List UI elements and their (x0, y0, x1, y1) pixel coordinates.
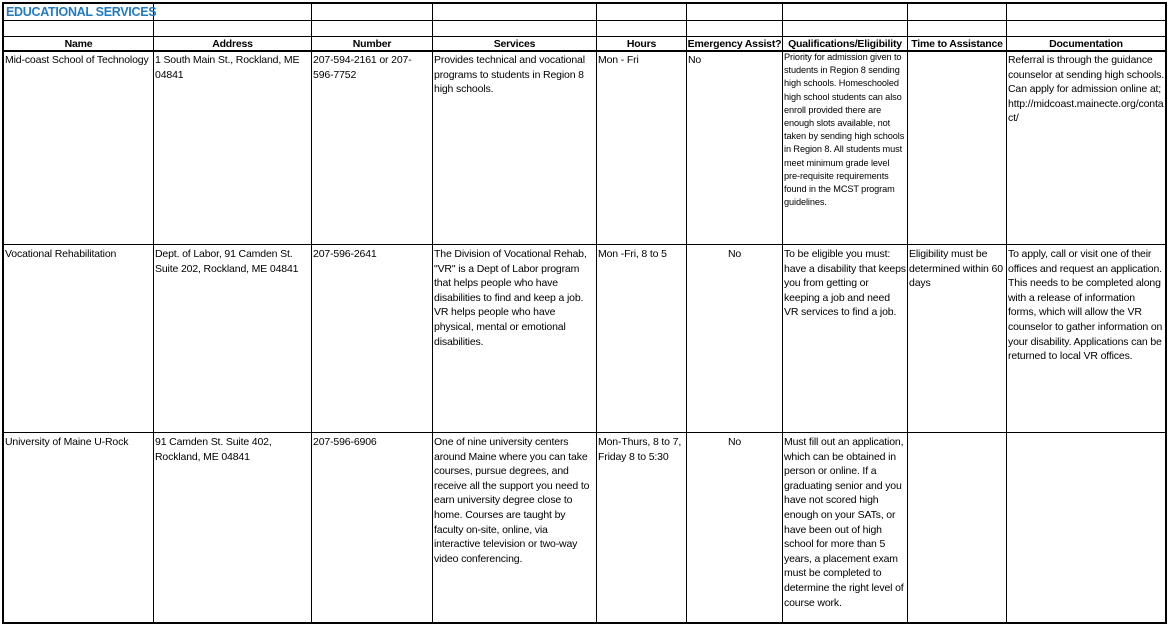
table-cell-address: 1 South Main St., Rockland, ME 04841 (155, 54, 300, 81)
table-cell-qualifications: Priority for admission given to students in Region 8 sending high schools. Homeschooled high school students can also enroll provided there are enough slots available, not taken by sending high schools in Region 8. All students must meet minimum grade level pre-requisite requirements found in the MCST program guidelines. (784, 52, 905, 208)
table-cell-name: Mid-coast School of Technology (5, 54, 149, 66)
grid-line (1006, 4, 1007, 622)
table-cell-number: 207-596-2641 (313, 248, 377, 260)
grid-line (153, 4, 154, 622)
table-cell-hours: Mon-Thurs, 8 to 7, Friday 8 to 5:30 (598, 436, 682, 463)
grid-line (686, 4, 687, 622)
table-cell-number: 207-594-2161 or 207-596-7752 (313, 54, 412, 81)
header-number: Number (352, 38, 392, 50)
spreadsheet (2, 2, 1167, 624)
header-services: Services (493, 38, 536, 50)
grid-line (4, 20, 1165, 21)
table-cell-name: Vocational Rehabilitation (5, 248, 117, 260)
header-address: Address (212, 38, 253, 50)
grid-line (596, 4, 597, 622)
table-cell-services: Provides technical and vocational programs to students in Region 8 high schools. (434, 54, 585, 96)
grid-line (4, 244, 1165, 245)
grid-line (4, 432, 1165, 433)
table-cell-emergency: No (727, 248, 742, 260)
grid-line (907, 4, 908, 622)
grid-line (782, 4, 783, 622)
table-cell-qualifications: To be eligible you must: have a disability that keeps you from getting or keeping a job and need VR services to find a job. (784, 248, 906, 319)
header-name: Name (64, 38, 93, 50)
table-cell-emergency: No (727, 436, 742, 448)
header-qualifications: Qualifications/Eligibility (788, 38, 902, 50)
table-cell-documentation: To apply, call or visit one of their offices and request an application. This needs to be completed along with a release of information forms, which will allow the VR counselor to gather information on your disability. Applications can be returned to local VR offices. (1008, 248, 1163, 363)
table-cell-address: Dept. of Labor, 91 Camden St. Suite 202, Rockland, ME 04841 (155, 248, 299, 275)
table-cell-time (909, 53, 1005, 243)
header-time-to-assistance: Time to Assistance (911, 38, 1003, 50)
grid-line (4, 36, 1165, 37)
table-cell-documentation (1008, 435, 1165, 622)
table-cell-hours: Mon -Fri, 8 to 5 (598, 248, 667, 260)
grid-line (311, 4, 312, 622)
table-cell-address: 91 Camden St. Suite 402, Rockland, ME 04841 (155, 436, 272, 463)
grid-line (432, 4, 433, 622)
table-cell-services: The Division of Vocational Rehab, "VR" is a Dept of Labor program that helps people who have disabilities to find and keep a job. VR helps people who have physical, mental or emotional disabilities. (434, 248, 587, 348)
header-documentation: Documentation (1049, 38, 1123, 50)
table-cell-emergency: No (688, 54, 702, 66)
table-cell-time: Eligibility must be determined within 60 days (909, 248, 1003, 290)
table-cell-hours: Mon - Fri (598, 54, 639, 66)
table-cell-services: One of nine university centers around Maine where you can take courses, pursue degrees, and receive all the support you need to earn university degree close to home. Courses are taught by faculty on-site, online, via interactive television or two-way video conferencing. (434, 436, 590, 565)
table-cell-documentation: Referral is through the guidance counselor at sending high schools. Can apply for admission online at; http://midcoast.mainecte.org/contact/ (1008, 54, 1165, 125)
header-hours: Hours (626, 38, 657, 50)
table-cell-qualifications: Must fill out an application, which can be obtained in person or online. If a graduating senior and you have not scored high enough on your SATs, or have been out of high school for more than 5 years, a placement exam must be completed to determine the right level of course work. (784, 436, 904, 609)
header-emergency-assist: Emergency Assist? (687, 38, 782, 50)
table-cell-number: 207-596-6906 (313, 436, 377, 448)
table-cell-name: University of Maine U-Rock (5, 436, 129, 448)
section-title: EDUCATIONAL SERVICES (6, 5, 157, 19)
table-cell-time (909, 435, 1005, 622)
